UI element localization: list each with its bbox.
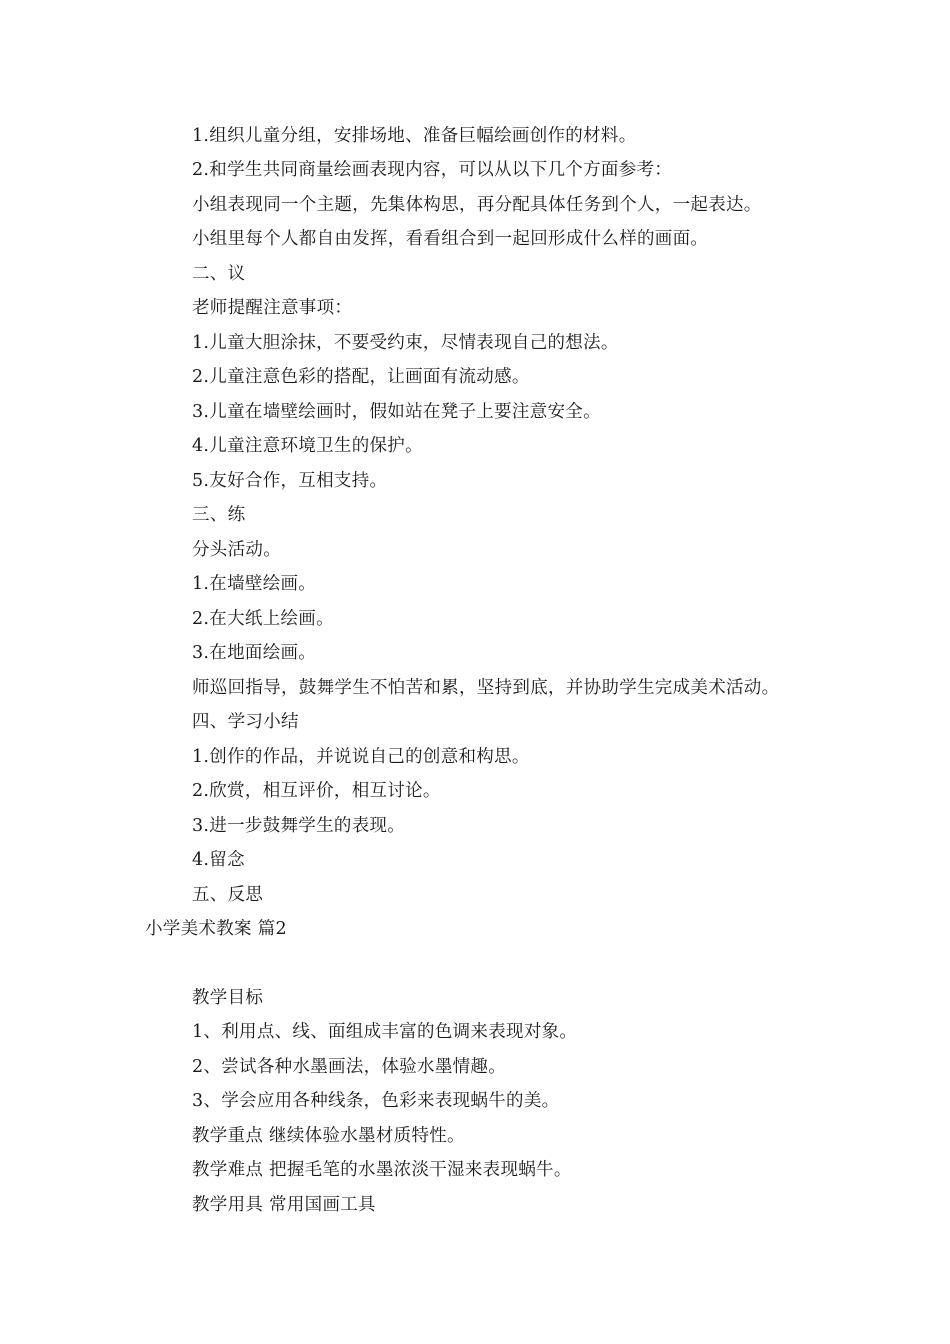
list-item: 2.在大纸上绘画。: [192, 609, 334, 629]
list-item: 3.儿童在墙壁绘画时，假如站在凳子上要注意安全。: [192, 402, 601, 422]
paragraph-line: 教学难点 把握毛笔的水墨浓淡干湿来表现蜗牛。: [192, 1160, 572, 1180]
paragraph-line: 小组表现同一个主题，先集体构思，再分配具体任务到个人，一起表达。: [192, 195, 762, 215]
paragraph-line: 老师提醒注意事项：: [192, 298, 353, 318]
paragraph-line: 教学用具 常用国画工具: [192, 1195, 376, 1215]
list-item: 2.欣赏，相互评价，相互讨论。: [192, 781, 441, 801]
list-item: 4.留念: [192, 850, 245, 870]
paragraph-line: 师巡回指导，鼓舞学生不怕苦和累，坚持到底，并协助学生完成美术活动。: [192, 678, 780, 698]
section-heading: 三、练: [192, 505, 246, 525]
paragraph-line: 分头活动。: [192, 540, 281, 560]
paragraph-line: 2.和学生共同商量绘画表现内容，可以从以下几个方面参考：: [192, 160, 673, 180]
list-item: 3.进一步鼓舞学生的表现。: [192, 816, 406, 836]
list-item: 2.儿童注意色彩的搭配，让画面有流动感。: [192, 367, 530, 387]
section-heading: 五、反思: [192, 885, 264, 905]
list-item: 1.儿童大胆涂抹，不要受约束，尽情表现自己的想法。: [192, 333, 619, 353]
section-title: 小学美术教案 篇2: [145, 919, 287, 939]
list-item: 4.儿童注意环境卫生的保护。: [192, 436, 423, 456]
list-item: 3、学会应用各种线条，色彩来表现蜗牛的美。: [192, 1091, 560, 1111]
list-item: 2、尝试各种水墨画法，体验水墨情趣。: [192, 1057, 507, 1077]
section-heading: 教学目标: [192, 988, 264, 1008]
list-item: 3.在地面绘画。: [192, 643, 317, 663]
list-item: 1.创作的作品，并说说自己的创意和构思。: [192, 747, 530, 767]
paragraph-line: 1.组织儿童分组，安排场地、准备巨幅绘画创作的材料。: [192, 126, 637, 146]
list-item: 1、利用点、线、面组成丰富的色调来表现对象。: [192, 1022, 578, 1042]
section-heading: 二、议: [192, 264, 246, 284]
paragraph-line: 小组里每个人都自由发挥，看看组合到一起回形成什么样的画面。: [192, 229, 709, 249]
list-item: 1.在墙壁绘画。: [192, 574, 317, 594]
section-heading: 四、学习小结: [192, 712, 299, 732]
paragraph-line: 教学重点 继续体验水墨材质特性。: [192, 1126, 465, 1146]
list-item: 5.友好合作，互相支持。: [192, 471, 388, 491]
